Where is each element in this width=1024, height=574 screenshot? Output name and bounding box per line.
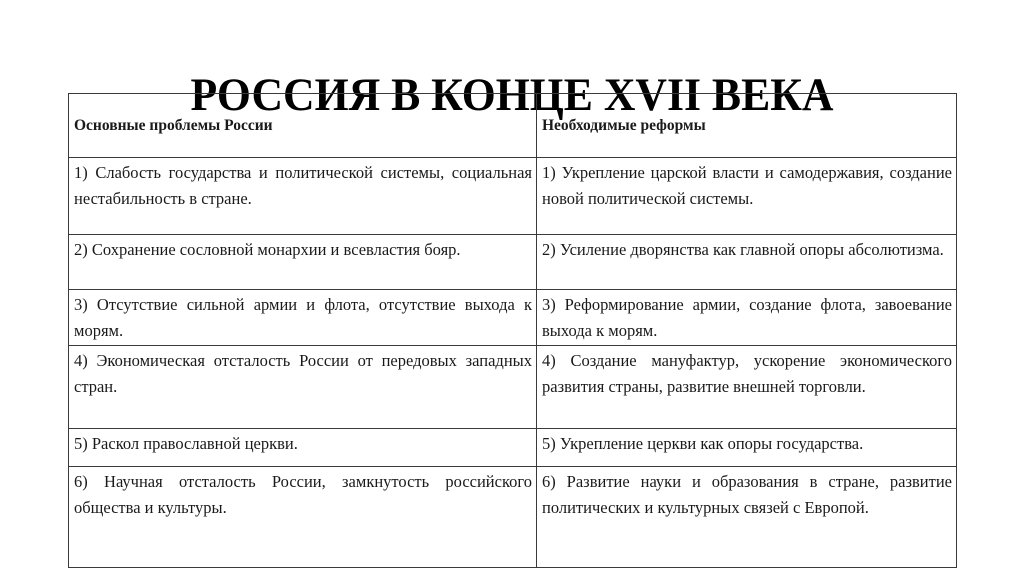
reform-cell [537,158,957,235]
problem-text: 4) Экономическая отсталость России от передовых западных стран. [74,351,532,396]
table-row [69,346,957,429]
reform-cell [537,429,957,467]
reform-cell [537,467,957,568]
problem-text: 3) Отсутствие сильной армии и флота, отсутствие выхода к морям. [74,295,532,340]
problem-text: 5) Раскол православной церкви. [74,434,298,453]
problem-cell [69,290,537,346]
problem-cell [69,235,537,290]
problem-cell [69,467,537,568]
header-problems: Основные проблемы России [69,94,537,158]
table-row [69,290,957,346]
header-reforms: Необходимые реформы [537,94,957,158]
reform-text: 2) Усиление дворянства как главной опоры абсолютизма. [542,240,944,259]
problem-text: 6) Научная отсталость России, замкнутость российского общества и культуры. [74,472,532,517]
problem-text: 2) Сохранение сословной монархии и всевластия бояр. [74,240,461,259]
table-header-row [69,94,957,158]
reform-cell [537,235,957,290]
reform-text: 3) Реформирование армии, создание флота, завоевание выхода к морям. [542,295,952,340]
reform-text: 4) Создание мануфактур, ускорение экономического развития страны, развитие внешней торговли. [542,351,952,396]
reform-text: 6) Развитие науки и образования в стране, развитие политических и культурных связей с Европой. [542,472,952,517]
reform-cell [537,290,957,346]
reform-cell [537,346,957,429]
table-row [69,429,957,467]
table-row [69,235,957,290]
reform-text: 1) Укрепление царской власти и самодержавия, создание новой политической системы. [542,163,952,208]
slide-title: РОССИЯ В КОНЦЕ XVII ВЕКА [190,69,834,122]
problem-text: 1) Слабость государства и политической системы, социальная нестабильность в стране. [74,163,532,208]
problem-cell [69,158,537,235]
problems-reforms-table [68,93,957,568]
problem-cell [69,346,537,429]
table-row [69,158,957,235]
table-row [69,467,957,568]
reform-text: 5) Укрепление церкви как опоры государства. [542,434,864,453]
problem-cell [69,429,537,467]
